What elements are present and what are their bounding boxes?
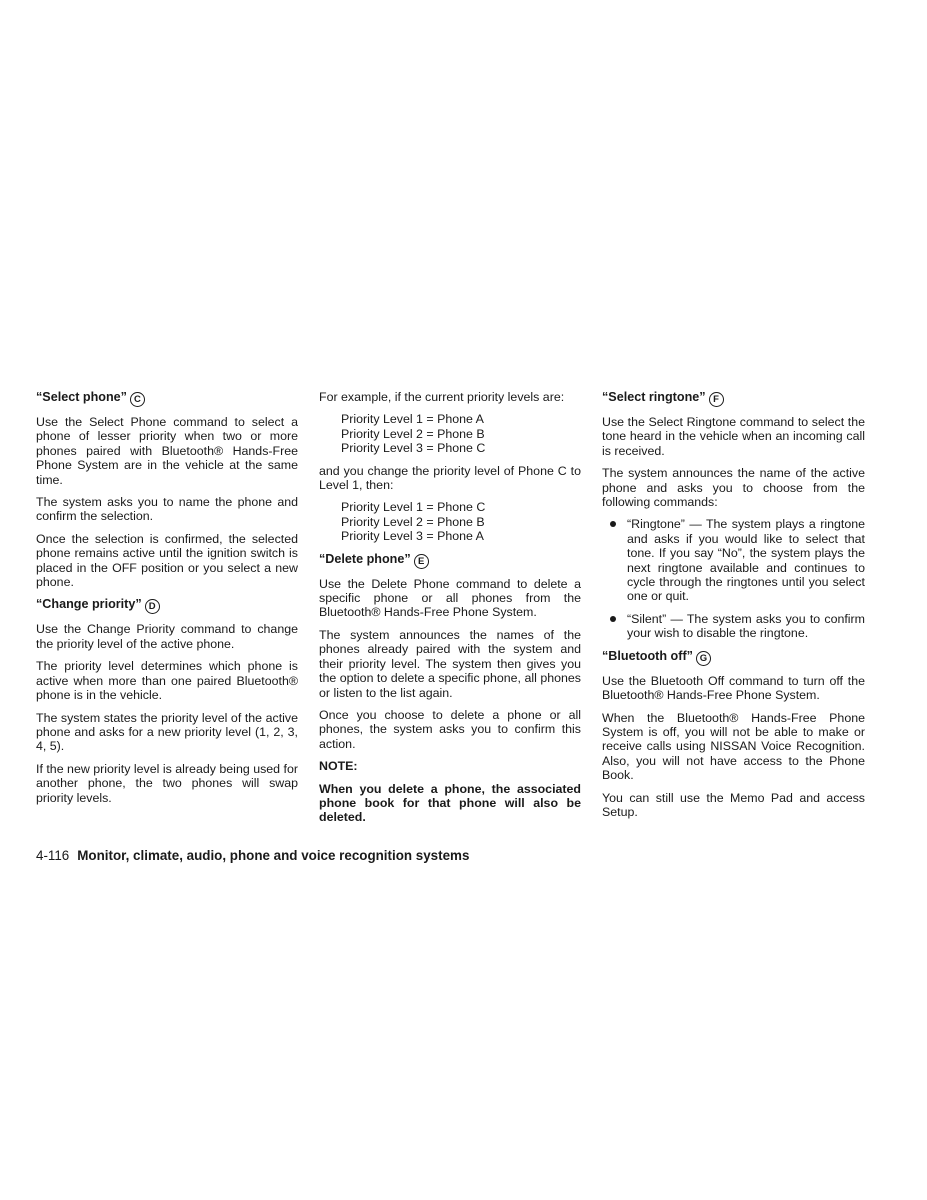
select-ringtone-title: “Select ringtone” <box>602 390 706 404</box>
priority-line: Priority Level 1 = Phone C <box>341 500 486 515</box>
page-number: 4-116 <box>36 848 70 863</box>
priority-list-after <box>341 500 581 543</box>
select-ringtone-heading <box>602 390 865 407</box>
change-priority-paragraph-4: If the new priority level is already being used for another phone, the two phones will swap priority levels. <box>36 761 298 805</box>
bluetooth-off-paragraph-1: Use the Bluetooth Off command to turn off the Bluetooth® Hands-Free Phone System. <box>602 673 865 703</box>
priority-line: Priority Level 2 = Phone B <box>341 426 485 441</box>
delete-phone-paragraph-3: Once you choose to delete a phone or all phones, the system asks you to confirm this action. <box>319 707 581 751</box>
change-priority-paragraph-3: The system states the priority level of the active phone and asks for a new priority level (1, 2, 3, 4, 5). <box>36 710 298 754</box>
list-item <box>602 517 865 603</box>
priority-list-before <box>341 412 581 455</box>
example-intro: For example, if the current priority levels are: <box>319 390 565 404</box>
marker-e-icon: E <box>414 554 429 569</box>
column-middle <box>319 390 581 833</box>
delete-phone-heading <box>319 552 581 569</box>
section-title: Monitor, climate, audio, phone and voice recognition systems <box>77 848 470 863</box>
select-ringtone-paragraph-2: The system announces the name of the active phone and asks you to choose from the following commands: <box>602 466 865 510</box>
priority-line: Priority Level 2 = Phone B <box>341 514 485 529</box>
change-priority-paragraph-2: The priority level determines which phone is active when more than one paired Bluetooth® phone is in the vehicle. <box>36 659 298 703</box>
change-priority-heading <box>36 597 298 614</box>
bluetooth-off-heading <box>602 649 865 666</box>
marker-d-icon: D <box>145 599 160 614</box>
column-left <box>36 390 298 813</box>
priority-line: Priority Level 3 = Phone C <box>341 441 486 456</box>
select-phone-title: “Select phone” <box>36 390 127 404</box>
change-priority-paragraph-1: Use the Change Priority command to change the priority level of the active phone. <box>36 622 298 651</box>
bluetooth-off-paragraph-2: When the Bluetooth® Hands-Free Phone System is off, you will not be able to make or receive calls using NISSAN Voice Recognition. Also, you will not have access to the Phone Book. <box>602 710 865 783</box>
marker-g-icon: G <box>696 651 711 666</box>
bluetooth-off-paragraph-3: You can still use the Memo Pad and access Setup. <box>602 790 865 819</box>
select-ringtone-paragraph-1: Use the Select Ringtone command to select the tone heard in the vehicle when an incoming call is received. <box>602 415 865 458</box>
change-text: and you change the priority level of Phone C to Level 1, then: <box>319 463 581 493</box>
bluetooth-off-title: “Bluetooth off” <box>602 648 693 663</box>
select-phone-paragraph-2: The system asks you to name the phone and confirm the selection. <box>36 495 298 524</box>
bullet-text: “Silent” — The system asks you to confirm your wish to disable the ringtone. <box>627 611 865 641</box>
bullet-icon <box>610 616 616 622</box>
priority-line: Priority Level 1 = Phone A <box>341 412 484 427</box>
bullet-text: “Ringtone” — The system plays a ringtone and asks if you would like to select that tone. If you say “No”, the system plays the next ringtone available and continues to cycle through the ringtones until you select one or quit. <box>627 517 865 604</box>
delete-phone-paragraph-2: The system announces the names of the phones already paired with the system and their priority level. The system then gives you the option to delete a specific phone, all phones or listen to the list again. <box>319 627 581 700</box>
list-item <box>602 612 865 641</box>
select-phone-heading <box>36 390 298 407</box>
column-right <box>602 390 865 827</box>
delete-phone-paragraph-1: Use the Delete Phone command to delete a specific phone or all phones from the Bluetooth® Hands-Free Phone System. <box>319 576 581 620</box>
bullet-icon <box>610 521 616 527</box>
delete-phone-title: “Delete phone” <box>319 551 411 566</box>
page-footer <box>36 848 469 863</box>
note-label: NOTE: <box>319 759 358 774</box>
note-text: When you delete a phone, the associated phone book for that phone will also be deleted. <box>319 781 581 825</box>
select-phone-paragraph-3: Once the selection is confirmed, the selected phone remains active until the ignition switch is placed in the OFF position or you select a new phone. <box>36 531 298 590</box>
priority-line: Priority Level 3 = Phone A <box>341 529 484 544</box>
marker-f-icon: F <box>709 392 724 407</box>
marker-c-icon: C <box>130 392 145 407</box>
change-priority-title: “Change priority” <box>36 597 142 612</box>
select-phone-paragraph-1: Use the Select Phone command to select a phone of lesser priority when two or more phones paired with Bluetooth® Hands-Free Phone System are in the vehicle at the same time. <box>36 415 298 487</box>
